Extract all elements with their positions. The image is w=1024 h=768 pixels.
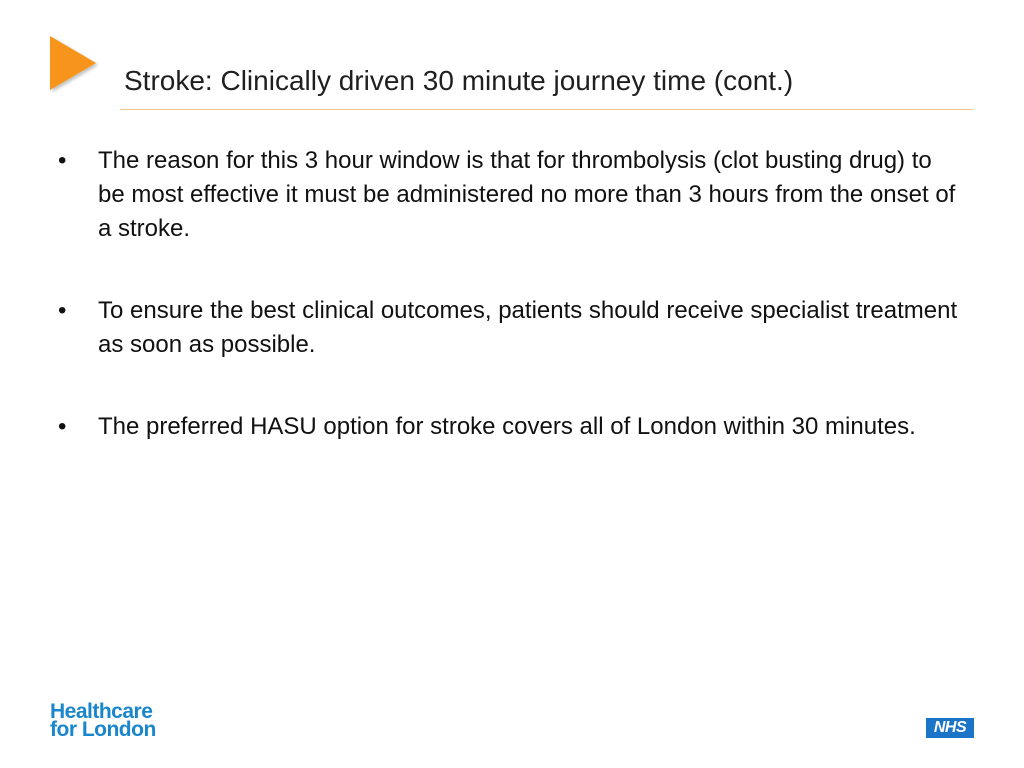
- bullet-item: [58, 144, 958, 246]
- logo-line-2: for London: [50, 718, 156, 741]
- play-triangle-icon: [48, 34, 100, 94]
- bullet-list: [58, 144, 958, 492]
- bullet-marker: •: [58, 147, 67, 174]
- title-divider: [120, 109, 973, 110]
- healthcare-for-london-logo: [50, 700, 156, 741]
- bullet-text: The preferred HASU option for stroke covers all of London within 30 minutes.: [98, 413, 916, 440]
- bullet-text: The reason for this 3 hour window is that for thrombolysis (clot busting drug) to be most effective it must be administered no more than 3 hours from the onset of a stroke.: [98, 147, 956, 242]
- bullet-marker: •: [58, 297, 67, 324]
- bullet-text: To ensure the best clinical outcomes, patients should receive specialist treatment as soon as possible.: [98, 297, 958, 358]
- bullet-item: [58, 294, 958, 362]
- nhs-logo: NHS: [926, 718, 974, 738]
- bullet-item: [58, 410, 958, 444]
- logo-line-1: Healthcare: [50, 700, 153, 723]
- slide-title: Stroke: Clinically driven 30 minute journey time (cont.): [124, 65, 794, 96]
- bullet-marker: •: [58, 413, 67, 440]
